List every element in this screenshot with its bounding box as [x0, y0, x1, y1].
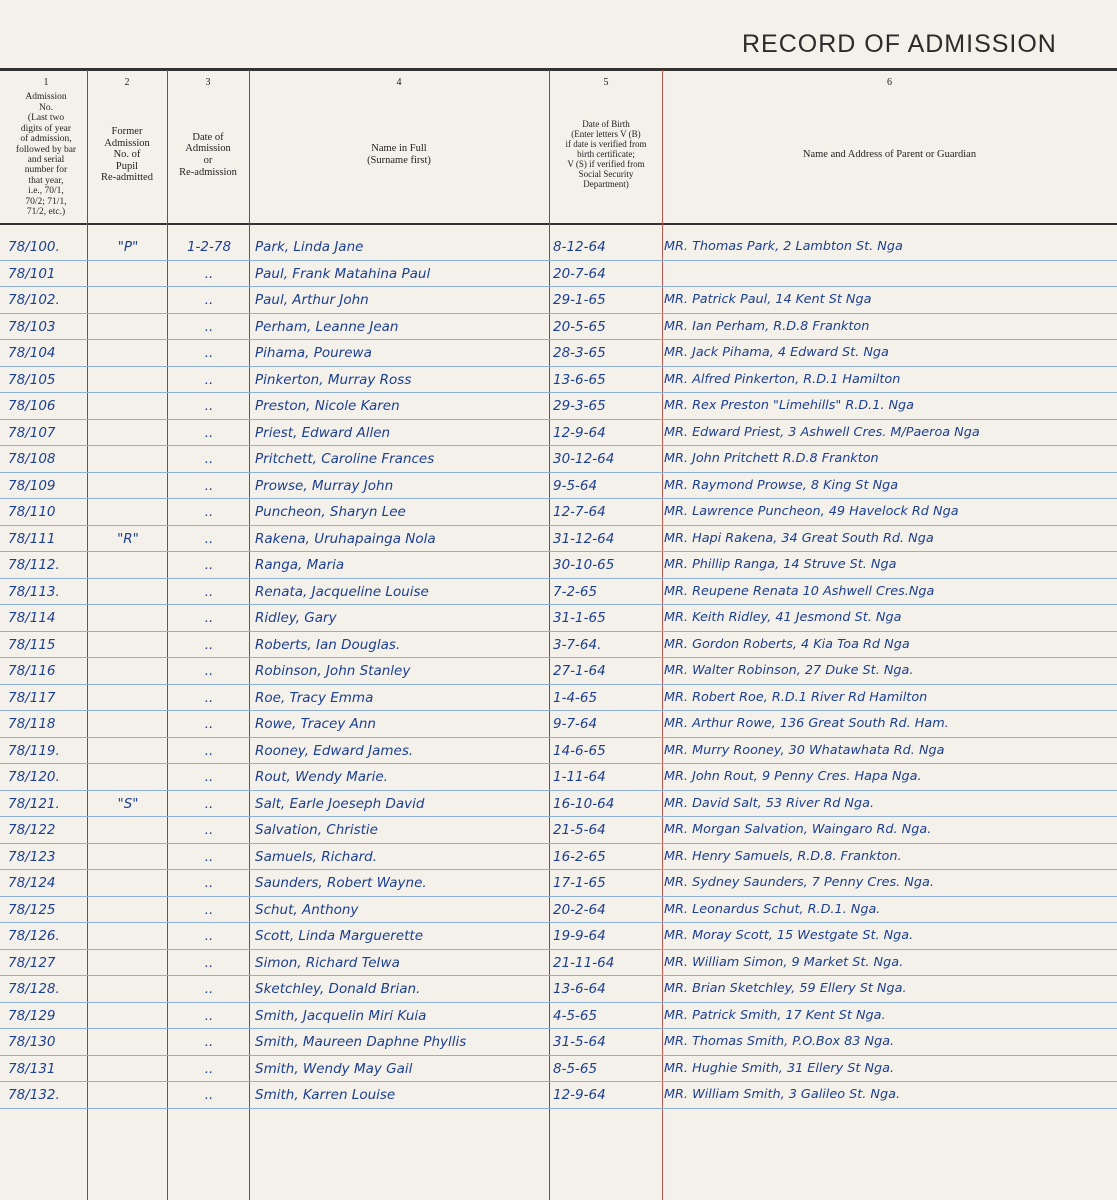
former-admission-letter — [92, 632, 164, 659]
parent-guardian-address: MR. Patrick Paul, 14 Kent St Nga — [664, 292, 872, 307]
table-row — [0, 579, 1117, 606]
former-admission-letter: "R" — [117, 530, 139, 547]
pupil-name: Smith, Karren Louise — [255, 1087, 396, 1103]
date-of-birth: 8-5-65 — [553, 1060, 598, 1077]
date-of-birth: 21-5-64 — [553, 822, 606, 838]
former-admission-letter — [92, 420, 164, 447]
date-of-birth: 20-5-65 — [553, 318, 606, 335]
admission-number: 78/118 — [8, 716, 56, 732]
header-parent-guardian: Name and Address of Parent or Guardian — [802, 149, 977, 161]
admission-date: .. — [204, 928, 214, 944]
admission-number: 78/104 — [8, 345, 56, 361]
admission-number: 78/105 — [8, 371, 56, 388]
pupil-name: Schut, Anthony — [255, 901, 359, 918]
pupil-name: Rooney, Edward James. — [255, 742, 414, 759]
pupil-name: Roberts, Ian Douglas. — [255, 636, 401, 653]
date-of-birth: 31-5-64 — [553, 1034, 606, 1050]
header-date-of-admission: Date of Admission or Re-admission — [179, 131, 237, 178]
parent-guardian-address: MR. Ian Perham, R.D.8 Frankton — [664, 318, 870, 334]
pupil-name: Perham, Leanne Jean — [255, 318, 399, 335]
former-admission-letter — [92, 579, 164, 606]
date-of-birth: 12-9-64 — [553, 424, 606, 441]
admission-number: 78/114 — [8, 610, 56, 626]
admission-number: 78/100. — [8, 239, 60, 255]
column-number-2: 2 — [124, 77, 130, 88]
parent-guardian-address: MR. Patrick Smith, 17 Kent St Nga. — [664, 1007, 886, 1023]
table-row — [0, 234, 1117, 261]
parent-guardian-address: MR. Gordon Roberts, 4 Kia Toa Rd Nga — [664, 636, 910, 652]
admission-date: .. — [204, 954, 214, 971]
admission-date: .. — [204, 318, 214, 335]
admission-number: 78/132. — [8, 1087, 60, 1103]
pupil-name: Salvation, Christie — [255, 822, 378, 838]
former-admission-letter — [92, 738, 164, 765]
parent-guardian-address: MR. Murry Rooney, 30 Whatawhata Rd. Nga — [664, 742, 945, 758]
admission-date: .. — [204, 1087, 214, 1103]
parent-guardian-address: MR. Hapi Rakena, 34 Great South Rd. Nga — [664, 530, 934, 546]
pupil-name: Rakena, Uruhapainga Nola — [255, 530, 436, 547]
admission-date: 1-2-78 — [186, 239, 232, 255]
former-admission-letter — [92, 552, 164, 579]
date-of-birth: 28-3-65 — [553, 345, 606, 361]
admission-number: 78/112. — [8, 557, 60, 573]
pupil-name: Robinson, John Stanley — [255, 663, 411, 679]
table-row — [0, 817, 1117, 844]
admission-number: 78/120. — [8, 769, 60, 785]
admission-number: 78/122 — [8, 822, 56, 838]
admission-date: .. — [204, 1060, 214, 1077]
pupil-name: Paul, Frank Matahina Paul — [255, 265, 431, 282]
pupil-name: Ridley, Gary — [255, 610, 337, 626]
admission-date: .. — [204, 742, 214, 759]
admission-number: 78/130 — [8, 1034, 56, 1050]
table-row — [0, 870, 1117, 897]
date-of-birth: 7-2-65 — [553, 583, 598, 600]
pupil-name: Prowse, Murray John — [255, 477, 394, 494]
table-row — [0, 1082, 1117, 1109]
admission-number: 78/108 — [8, 451, 56, 467]
former-admission-letter — [92, 393, 164, 420]
pupil-name: Salt, Earle Joeseph David — [255, 795, 425, 812]
table-row — [0, 473, 1117, 500]
pupil-name: Ranga, Maria — [255, 557, 345, 573]
parent-guardian-address: MR. John Pritchett R.D.8 Frankton — [664, 451, 879, 466]
date-of-birth: 12-7-64 — [553, 504, 606, 520]
admission-number: 78/107 — [8, 424, 56, 441]
date-of-birth: 20-2-64 — [553, 901, 606, 918]
parent-guardian-address: MR. Moray Scott, 15 Westgate St. Nga. — [664, 928, 914, 943]
admission-number: 78/103 — [8, 318, 56, 335]
header-admission-no: Admission No. (Last two digits of year of admission, followed by bar and serial number for that year, i.e., 70/1, 70/2; 71/1, 71/2, etc.) — [15, 92, 77, 218]
date-of-birth: 16-10-64 — [553, 795, 615, 812]
admission-number: 78/126. — [8, 928, 60, 944]
parent-guardian-address: MR. Rex Preston "Limehills" R.D.1. Nga — [664, 398, 915, 413]
pupil-name: Samuels, Richard. — [255, 848, 378, 865]
former-admission-letter — [92, 976, 164, 1003]
date-of-birth: 31-12-64 — [553, 530, 615, 547]
parent-guardian-address: MR. Lawrence Puncheon, 49 Havelock Rd Nga — [664, 504, 959, 519]
former-admission-letter — [92, 1056, 164, 1083]
parent-guardian-address: MR. Phillip Ranga, 14 Struve St. Nga — [664, 557, 897, 572]
former-admission-letter — [92, 817, 164, 844]
admission-number: 78/125 — [8, 901, 56, 918]
parent-guardian-address: MR. Walter Robinson, 27 Duke St. Nga. — [664, 663, 914, 678]
former-admission-letter — [92, 473, 164, 500]
pupil-name: Park, Linda Jane — [255, 239, 364, 255]
table-row — [0, 261, 1117, 288]
column-number-3: 3 — [205, 77, 211, 88]
former-admission-letter — [92, 764, 164, 791]
pupil-name: Priest, Edward Allen — [255, 424, 391, 441]
admission-date: .. — [204, 1034, 214, 1050]
page-title: RECORD OF ADMISSION — [742, 30, 1057, 58]
table-row — [0, 393, 1117, 420]
admission-date: .. — [204, 663, 214, 679]
admission-date: .. — [204, 345, 214, 361]
admission-date: .. — [204, 822, 214, 838]
admission-date: .. — [204, 981, 214, 997]
admission-date: .. — [204, 583, 214, 600]
former-admission-letter — [92, 367, 164, 394]
table-row — [0, 420, 1117, 447]
admission-date: .. — [204, 371, 214, 388]
admission-number: 78/110 — [8, 504, 56, 520]
table-row — [0, 287, 1117, 314]
table-row — [0, 367, 1117, 394]
admission-number: 78/111 — [8, 530, 56, 547]
table-row — [0, 738, 1117, 765]
table-row — [0, 897, 1117, 924]
former-admission-letter — [92, 870, 164, 897]
former-admission-letter — [92, 844, 164, 871]
pupil-name: Smith, Wendy May Gail — [255, 1060, 413, 1077]
pupil-name: Pihama, Pourewa — [255, 345, 372, 361]
parent-guardian-address — [664, 261, 1114, 288]
table-row — [0, 844, 1117, 871]
table-row — [0, 1056, 1117, 1083]
parent-guardian-address: MR. Leonardus Schut, R.D.1. Nga. — [664, 901, 881, 917]
parent-guardian-address: MR. Thomas Park, 2 Lambton St. Nga — [664, 239, 903, 254]
admission-date: .. — [204, 530, 214, 547]
pupil-name: Roe, Tracy Emma — [255, 689, 374, 706]
former-admission-letter: "P" — [117, 239, 139, 255]
date-of-birth: 9-5-64 — [553, 477, 598, 494]
date-of-birth: 13-6-64 — [553, 981, 606, 997]
parent-guardian-address: MR. Thomas Smith, P.O.Box 83 Nga. — [664, 1034, 895, 1049]
parent-guardian-address: MR. William Simon, 9 Market St. Nga. — [664, 954, 904, 970]
admission-date: .. — [204, 557, 214, 573]
pupil-name: Simon, Richard TeIwa — [255, 954, 400, 971]
table-row — [0, 632, 1117, 659]
admission-date: .. — [204, 716, 214, 732]
admission-date: .. — [204, 265, 214, 282]
admission-date: .. — [204, 901, 214, 918]
former-admission-letter — [92, 446, 164, 473]
former-admission-letter — [92, 685, 164, 712]
date-of-birth: 14-6-65 — [553, 742, 606, 759]
parent-guardian-address: MR. Edward Priest, 3 Ashwell Cres. M/Paeroa Nga — [664, 424, 980, 440]
admission-date: .. — [204, 451, 214, 467]
pupil-name: Preston, Nicole Karen — [255, 398, 400, 414]
admission-date: .. — [204, 769, 214, 785]
table-row — [0, 1003, 1117, 1030]
header-former-admission: Former Admission No. of Pupil Re-admitted — [101, 126, 153, 184]
parent-guardian-address: MR. John Rout, 9 Penny Cres. Hapa Nga. — [664, 769, 922, 784]
date-of-birth: 3-7-64. — [553, 636, 602, 653]
table-row — [0, 340, 1117, 367]
admission-date: .. — [204, 689, 214, 706]
parent-guardian-address: MR. Brian Sketchley, 59 Ellery St Nga. — [664, 981, 907, 996]
table-row — [0, 764, 1117, 791]
header-date-of-birth: Date of Birth (Enter letters V (B) if date is verified from birth certificate; V (S) if verified from Social Security Department) — [565, 119, 647, 189]
admission-date: .. — [204, 848, 214, 865]
admission-number: 78/127 — [8, 954, 56, 971]
pupil-name: Sketchley, Donald Brian. — [255, 981, 421, 997]
admission-date: .. — [204, 398, 214, 414]
admission-date: .. — [204, 636, 214, 653]
admission-date: .. — [204, 424, 214, 441]
admission-number: 78/128. — [8, 981, 60, 997]
table-row — [0, 950, 1117, 977]
former-admission-letter — [92, 499, 164, 526]
former-admission-letter — [92, 287, 164, 314]
date-of-birth: 19-9-64 — [553, 928, 606, 944]
date-of-birth: 21-11-64 — [553, 954, 615, 971]
former-admission-letter — [92, 923, 164, 950]
table-row — [0, 552, 1117, 579]
table-row — [0, 314, 1117, 341]
former-admission-letter: "S" — [117, 795, 139, 812]
table-row — [0, 605, 1117, 632]
table-row — [0, 658, 1117, 685]
admission-number: 78/129 — [8, 1007, 56, 1024]
date-of-birth: 13-6-65 — [553, 371, 606, 388]
table-row — [0, 526, 1117, 553]
parent-guardian-address: MR. Reupene Renata 10 Ashwell Cres.Nga — [664, 583, 935, 599]
parent-guardian-address: MR. David Salt, 53 River Rd Nga. — [664, 795, 875, 811]
date-of-birth: 4-5-65 — [553, 1007, 598, 1024]
former-admission-letter — [92, 711, 164, 738]
former-admission-letter — [92, 950, 164, 977]
admission-number: 78/106 — [8, 398, 56, 414]
column-number-1: 1 — [43, 77, 49, 88]
date-of-birth: 31-1-65 — [553, 610, 606, 626]
parent-guardian-address: MR. Jack Pihama, 4 Edward St. Nga — [664, 345, 889, 360]
parent-guardian-address: MR. Keith Ridley, 41 Jesmond St. Nga — [664, 610, 902, 625]
parent-guardian-address: MR. Arthur Rowe, 136 Great South Rd. Ham. — [664, 716, 949, 731]
parent-guardian-address: MR. Henry Samuels, R.D.8. Frankton. — [664, 848, 902, 864]
admission-number: 78/123 — [8, 848, 56, 865]
admission-number: 78/119. — [8, 742, 60, 759]
admission-number: 78/116 — [8, 663, 56, 679]
date-of-birth: 27-1-64 — [553, 663, 606, 679]
table-row — [0, 685, 1117, 712]
date-of-birth: 9-7-64 — [553, 716, 598, 732]
admission-number: 78/121. — [8, 795, 60, 812]
date-of-birth: 1-11-64 — [553, 769, 606, 785]
table-row — [0, 976, 1117, 1003]
column-number-4: 4 — [396, 77, 402, 88]
former-admission-letter — [92, 1029, 164, 1056]
date-of-birth: 16-2-65 — [553, 848, 606, 865]
pupil-name: Smith, Jacquelin Miri Kuia — [255, 1007, 427, 1024]
admission-date: .. — [204, 795, 214, 812]
pupil-name: Scott, Linda Marguerette — [255, 928, 424, 944]
admission-date: .. — [204, 1007, 214, 1024]
admission-number: 78/102. — [8, 292, 60, 308]
former-admission-letter — [92, 605, 164, 632]
parent-guardian-address: MR. Sydney Saunders, 7 Penny Cres. Nga. — [664, 875, 934, 890]
table-row — [0, 1029, 1117, 1056]
pupil-name: Renata, Jacqueline Louise — [255, 583, 429, 600]
former-admission-letter — [92, 1082, 164, 1109]
pupil-name: Rowe, Tracey Ann — [255, 716, 376, 732]
parent-guardian-address: MR. Robert Roe, R.D.1 River Rd Hamilton — [664, 689, 928, 705]
parent-guardian-address: MR. Raymond Prowse, 8 King St Nga — [664, 477, 899, 493]
date-of-birth: 8-12-64 — [553, 239, 606, 255]
column-number-6: 6 — [887, 77, 892, 88]
date-of-birth: 12-9-64 — [553, 1087, 606, 1103]
former-admission-letter — [92, 314, 164, 341]
admission-number: 78/131 — [8, 1060, 56, 1077]
former-admission-letter — [92, 658, 164, 685]
admission-date: .. — [204, 477, 214, 494]
date-of-birth: 20-7-64 — [553, 265, 606, 282]
former-admission-letter — [92, 897, 164, 924]
pupil-name: Smith, Maureen Daphne Phyllis — [255, 1034, 467, 1050]
table-row — [0, 499, 1117, 526]
parent-guardian-address: MR. William Smith, 3 Galileo St. Nga. — [664, 1087, 901, 1102]
pupil-name: Pritchett, Caroline Frances — [255, 451, 435, 467]
admission-date: .. — [204, 292, 214, 308]
parent-guardian-address: MR. Alfred Pinkerton, R.D.1 Hamilton — [664, 371, 901, 387]
table-row — [0, 923, 1117, 950]
pupil-name: Saunders, Robert Wayne. — [255, 875, 427, 891]
pupil-name: Pinkerton, Murray Ross — [255, 371, 412, 388]
table-row — [0, 711, 1117, 738]
admission-number: 78/117 — [8, 689, 56, 706]
admission-number: 78/113. — [8, 583, 60, 600]
admission-number: 78/109 — [8, 477, 56, 494]
former-admission-letter — [92, 1003, 164, 1030]
admission-date: .. — [204, 875, 214, 891]
admission-number: 78/115 — [8, 636, 56, 653]
date-of-birth: 1-4-65 — [553, 689, 598, 706]
former-admission-letter — [92, 340, 164, 367]
former-admission-letter — [92, 261, 164, 288]
table-row — [0, 791, 1117, 818]
admission-number: 78/124 — [8, 875, 56, 891]
admission-number: 78/101 — [8, 265, 56, 282]
admission-date: .. — [204, 610, 214, 626]
parent-guardian-address: MR. Morgan Salvation, Waingaro Rd. Nga. — [664, 822, 932, 837]
column-number-5: 5 — [603, 77, 609, 88]
date-of-birth: 17-1-65 — [553, 875, 606, 891]
date-of-birth: 29-1-65 — [553, 292, 606, 308]
date-of-birth: 30-10-65 — [553, 557, 615, 573]
table-row — [0, 446, 1117, 473]
date-of-birth: 29-3-65 — [553, 398, 606, 414]
date-of-birth: 30-12-64 — [553, 451, 615, 467]
pupil-name: Puncheon, Sharyn Lee — [255, 504, 406, 520]
parent-guardian-address: MR. Hughie Smith, 31 Ellery St Nga. — [664, 1060, 895, 1076]
pupil-name: Rout, Wendy Marie. — [255, 769, 388, 785]
admission-date: .. — [204, 504, 214, 520]
header-name-in-full: Name in Full (Surname first) — [367, 143, 431, 166]
pupil-name: Paul, Arthur John — [255, 292, 369, 308]
